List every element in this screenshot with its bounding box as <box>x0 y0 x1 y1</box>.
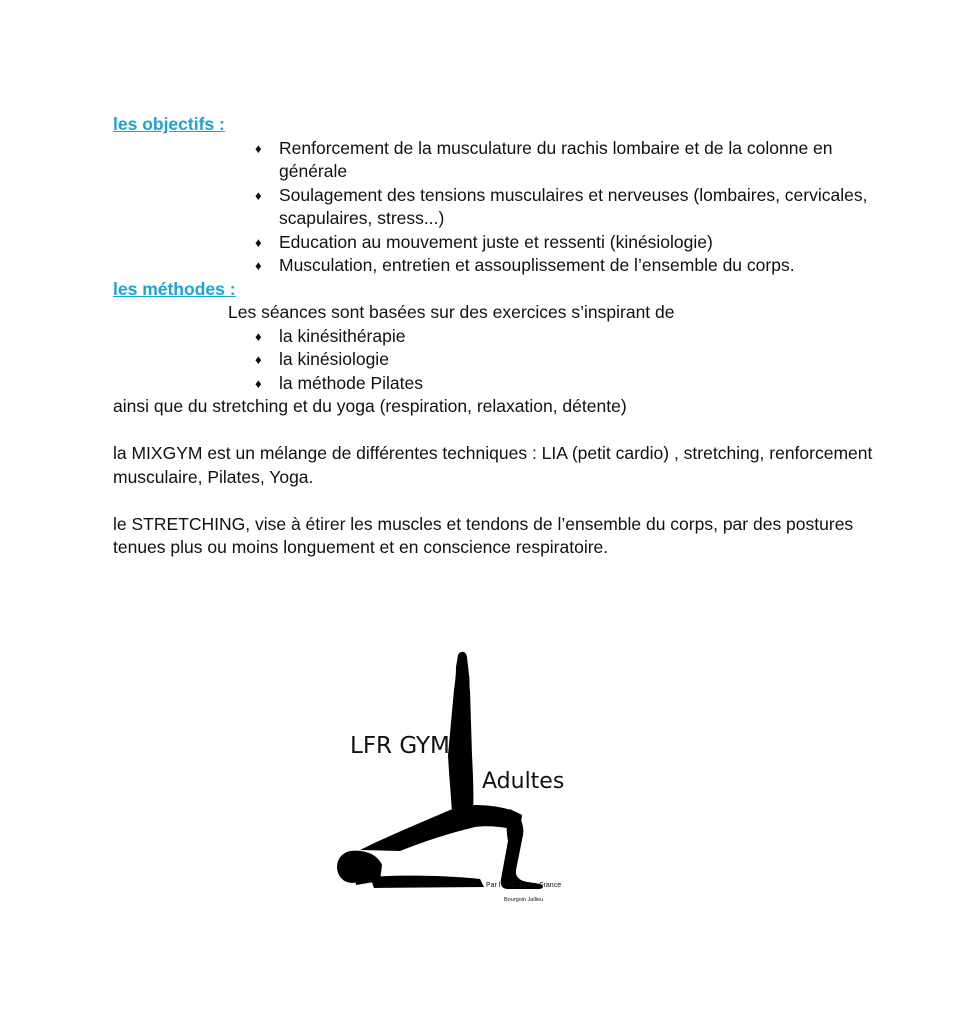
diamond-bullet-icon: ♦ <box>255 234 262 250</box>
logo-subtitle: Adultes <box>482 769 565 794</box>
list-item: ♦ la kinésiologie <box>255 348 873 372</box>
mixgym-paragraph: la MIXGYM est un mélange de différentes techniques : LIA (petit cardio) , stretching, renforcement musculaire, Pilates, Yoga. <box>113 443 873 487</box>
list-item: ♦ Musculation, entretien et assouplissement de l’ensemble du corps. <box>255 254 873 278</box>
document-body <box>113 113 873 560</box>
lfr-gym-logo <box>330 645 590 915</box>
methods-heading: les méthodes : <box>113 278 236 299</box>
stretching-paragraph: le STRETCHING, vise à étirer les muscles et tendons de l’ensemble du corps, par des postures tenues plus ou moins longuement et en conscience respiratoire. <box>113 513 854 557</box>
objectives-heading: les objectifs : <box>113 114 225 134</box>
methods-list <box>113 325 873 396</box>
diamond-bullet-icon: ♦ <box>255 375 262 391</box>
diamond-bullet-icon: ♦ <box>255 328 262 344</box>
methods-intro: Les séances sont basées sur des exercices s’inspirant de <box>228 302 675 322</box>
list-item: ♦ la méthode Pilates <box>255 372 873 396</box>
list-item: ♦ Soulagement des tensions musculaires et nerveuses (lombaires, cervicales, scapulaires, stress...) <box>255 184 868 228</box>
logo-title: LFR GYM <box>350 733 450 759</box>
list-item: ♦ Education au mouvement juste et ressenti (kinésiologie) <box>255 231 873 255</box>
diamond-bullet-icon: ♦ <box>255 258 262 273</box>
objectives-list <box>113 137 873 278</box>
list-item: ♦ la kinésithérapie <box>255 325 873 349</box>
diamond-bullet-icon: ♦ <box>255 187 262 203</box>
diamond-bullet-icon: ♦ <box>255 352 262 367</box>
diamond-bullet-icon: ♦ <box>255 140 262 156</box>
methods-outro: ainsi que du stretching et du yoga (respiration, relaxation, détente) <box>113 396 627 416</box>
logo-credit: Par l’ASC Jeune France <box>486 882 562 889</box>
logo-town: Bourgoin Jallieu <box>504 897 544 903</box>
list-item: ♦ Renforcement de la musculature du rachis lombaire et de la colonne en générale <box>255 137 833 181</box>
